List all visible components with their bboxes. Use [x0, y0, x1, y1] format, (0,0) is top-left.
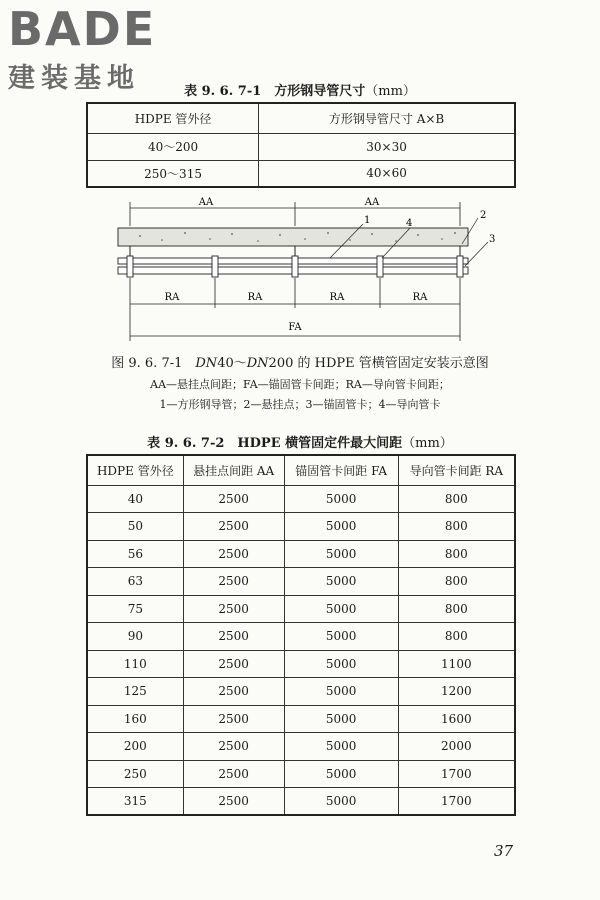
table2-cell: 40 — [87, 485, 183, 513]
table2-cell: 2500 — [183, 513, 284, 541]
table2-cell: 5000 — [284, 513, 398, 541]
table2-cell: 5000 — [284, 760, 398, 788]
table2-cell: 1200 — [398, 678, 515, 706]
table2-cell: 5000 — [284, 540, 398, 568]
table2-cell: 1700 — [398, 760, 515, 788]
table2-title: 表 9. 6. 7-2 HDPE 横管固定件最大间距 — [147, 436, 403, 451]
figure-legend-line2: 1—方形钢导管；2—悬挂点；3—锚固管卡；4—导向管卡 — [159, 398, 441, 411]
figure-caption-rest: 200 的 HDPE 管横管固定安装示意图 — [268, 356, 489, 371]
table2-cell: 56 — [87, 540, 183, 568]
ra-label: RA — [329, 292, 345, 303]
figure-legend-line1: AA—悬挂点间距；FA—锚固管卡间距；RA—导向管卡间距； — [150, 378, 450, 391]
table1-header-cell: HDPE 管外径 — [87, 103, 259, 133]
table2-cell: 2500 — [183, 788, 284, 816]
table1-header-cell: 方形钢导管尺寸 A×B — [259, 103, 515, 133]
table2-header-row — [87, 455, 515, 485]
ra-label: RA — [164, 292, 180, 303]
table2-cell: 110 — [87, 650, 183, 678]
table2-cell: 2500 — [183, 595, 284, 623]
table2-row — [87, 568, 515, 596]
table2-row — [87, 705, 515, 733]
table2-cell: 2500 — [183, 623, 284, 651]
logo-subtitle: 建装基地 — [8, 63, 140, 94]
table1 — [86, 102, 516, 188]
table2-row — [87, 485, 515, 513]
table2-cell: 5000 — [284, 650, 398, 678]
figure-caption-prefix: 图 9. 6. 7-1 — [111, 356, 196, 371]
table2-cell: 160 — [87, 705, 183, 733]
table2-cell: 1100 — [398, 650, 515, 678]
callout-2: 2 — [480, 210, 487, 221]
table1-row — [87, 133, 515, 160]
table2-cell: 1600 — [398, 705, 515, 733]
leader-3 — [465, 242, 488, 266]
callout-1: 1 — [364, 215, 371, 226]
table2-row — [87, 540, 515, 568]
table2-row — [87, 595, 515, 623]
table2-cell: 800 — [398, 485, 515, 513]
table2-cell: 5000 — [284, 568, 398, 596]
table2-row — [87, 650, 515, 678]
table2-caption — [0, 432, 600, 451]
table2-cell: 90 — [87, 623, 183, 651]
table2-header-cell: 导向管卡间距 RA — [398, 455, 515, 485]
table2-cell: 5000 — [284, 788, 398, 816]
callout-4: 4 — [406, 218, 413, 229]
table1-cell: 30×30 — [259, 133, 515, 160]
table2-cell: 5000 — [284, 678, 398, 706]
table1-cell: 250～315 — [87, 160, 259, 187]
table1-cell: 40×60 — [259, 160, 515, 187]
table2-cell: 50 — [87, 513, 183, 541]
figure-caption-dn: DN — [246, 356, 269, 371]
table1-title: 表 9. 6. 7-1 方形钢导管尺寸 — [184, 84, 366, 99]
table2-cell: 2500 — [183, 733, 284, 761]
table2-cell: 5000 — [284, 705, 398, 733]
aa-label: AA — [198, 197, 214, 208]
table2-cell: 800 — [398, 513, 515, 541]
figure-caption-dn: DN — [195, 356, 218, 371]
installation-diagram — [100, 196, 500, 346]
table2-cell: 5000 — [284, 733, 398, 761]
ra-label: RA — [247, 292, 263, 303]
fa-label: FA — [288, 322, 302, 333]
table1-header-row — [87, 103, 515, 133]
table2-cell: 800 — [398, 595, 515, 623]
concrete-slab — [118, 228, 468, 246]
table2-cell: 2500 — [183, 705, 284, 733]
table1-caption — [0, 80, 600, 99]
figure-caption — [0, 352, 600, 371]
table2-cell: 2000 — [398, 733, 515, 761]
table2-cell: 125 — [87, 678, 183, 706]
table1-row — [87, 160, 515, 187]
page-number: 37 — [494, 842, 514, 860]
table2-cell: 800 — [398, 623, 515, 651]
table2-cell: 2500 — [183, 760, 284, 788]
table2-row — [87, 760, 515, 788]
callout-3: 3 — [489, 234, 496, 245]
table2-cell: 5000 — [284, 485, 398, 513]
table2-cell: 63 — [87, 568, 183, 596]
figure-caption-mid: 40～ — [217, 356, 247, 371]
table2-row — [87, 623, 515, 651]
table2-cell: 2500 — [183, 678, 284, 706]
table2 — [86, 454, 516, 816]
table2-cell: 5000 — [284, 623, 398, 651]
table2-cell: 2500 — [183, 485, 284, 513]
table2-row — [87, 513, 515, 541]
table2-cell: 200 — [87, 733, 183, 761]
table2-cell: 2500 — [183, 650, 284, 678]
table2-header-cell: 锚固管卡间距 FA — [284, 455, 398, 485]
table2-cell: 5000 — [284, 595, 398, 623]
table2-row — [87, 678, 515, 706]
table2-cell: 2500 — [183, 540, 284, 568]
table2-cell: 2500 — [183, 568, 284, 596]
table2-unit: （mm） — [402, 436, 453, 451]
table2-cell: 75 — [87, 595, 183, 623]
table2-cell: 1700 — [398, 788, 515, 816]
table2-header-cell: 悬挂点间距 AA — [183, 455, 284, 485]
table2-cell: 800 — [398, 568, 515, 596]
table2-header-cell: HDPE 管外径 — [87, 455, 183, 485]
table2-cell: 250 — [87, 760, 183, 788]
logo-brand: BADE — [8, 2, 157, 56]
aa-label: AA — [364, 197, 380, 208]
table2-cell: 315 — [87, 788, 183, 816]
table1-unit: （mm） — [365, 84, 416, 99]
table2-row — [87, 788, 515, 816]
table2-cell: 800 — [398, 540, 515, 568]
table2-row — [87, 733, 515, 761]
table1-cell: 40～200 — [87, 133, 259, 160]
ra-label: RA — [412, 292, 428, 303]
